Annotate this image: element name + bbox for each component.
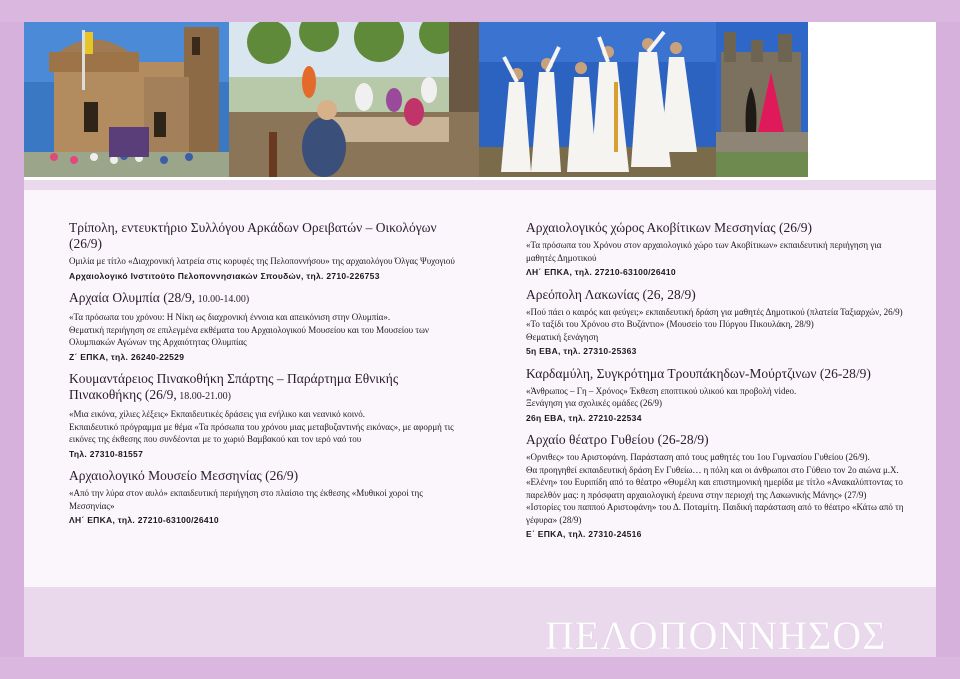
event-description: «Τα πρόσωπα του Χρόνου στον αρχαιολογικό χώρο των Ακοβίτικων» εκπαιδευτική περιήγηση για μαθητές Δημοτικού: [526, 240, 882, 263]
event-contact: 5η ΕΒΑ, τηλ. 27310-25363: [526, 346, 637, 356]
event-description: «Μια εικόνα, χίλιες λέξεις» Εκπαιδευτικές δράσεις για ενήλικο και νεανικό κοινό.: [69, 409, 365, 419]
event-title-main: Κουμαντάρειος Πινακοθήκη Σπάρτης – Παράρτημα Εθνικής Πινακοθήκης (26/9,: [69, 371, 399, 402]
event-description: «Το ταξίδι του Χρόνου στο Βυζάντιο» (Μουσείο του Πύργου Πικουλάκη, 28/9): [526, 319, 814, 329]
event-description: «Ορνιθες» του Αριστοφάνη. Παράσταση από τους μαθητές του 1ου Γυμνασίου Γυθείου (26/9).: [526, 452, 870, 462]
left-border: [0, 22, 24, 657]
event-title: Τρίπολη, εντευκτήριο Συλλόγου Αρκάδων Ορειβατών – Οικολόγων (26/9): [69, 220, 437, 251]
event-title: Καρδαμύλη, Συγκρότημα Τρουπάκηδων-Μούρτζινων (26-28/9): [526, 365, 871, 381]
event-sparta-gallery: [69, 371, 459, 460]
event-contact: Αρχαιολογικό Ινστιτούτο Πελοποννησιακών Σπουδών, τηλ. 2710-226753: [69, 270, 380, 281]
event-contact: Τηλ. 27310-81557: [69, 448, 144, 459]
event-description: «Άνθρωπος – Γη – Χρόνος» Έκθεση εποπτικού υλικού και προβολή video.: [526, 385, 797, 396]
event-title: Αρχαίο θέατρο Γυθείου (26-28/9): [526, 432, 709, 447]
top-stripe: [0, 0, 960, 22]
event-areopoli: [526, 287, 906, 358]
event-description: «Ιστορίες του παππού Αριστοφάνη» του Δ. Ποταμίτη. Παιδική παράσταση από το θέατρο «Κάτω από τη γέφυρα» (28/9): [526, 502, 904, 525]
event-description: «Τα πρόσωπα του χρόνου: Η Νίκη ως διαχρονική έννοια και απεικόνιση στην Ολυμπία».: [69, 312, 391, 322]
event-title: [69, 290, 459, 308]
event-description: «Ελένη» του Ευριπίδη από το θέατρο «Θυμέλη και επιστημονική ημερίδα με τίτλο «Ανακαλύπτοντας το παρελθόν μας: η πρόσφατη αρχαιολογική έρευνα στην περιοχή της Λακωνικής Μάνης» (27/9): [526, 477, 903, 500]
event-description: Εκπαιδευτικό πρόγραμμα με θέμα «Τα πρόσωπα του χρόνου μιας μεταβυζαντινής εικόνας», με αφορμή τις εικόνες της έκθεσης που συνδέονται με το χωριό Βαμβακού και τον ιερό ναό του: [69, 421, 454, 444]
right-column: [526, 220, 906, 549]
event-title: Αρεόπολη Λακωνίας (26, 28/9): [526, 286, 696, 302]
left-column: [69, 220, 459, 535]
right-border: [936, 22, 960, 657]
byzantine-church-photo: [24, 22, 229, 177]
region-title: ΠΕΛΟΠΟΝΝΗΣΟΣ: [545, 613, 887, 658]
event-akovitika: [526, 220, 906, 279]
event-title-main: Αρχαία Ολυμπία (28/9,: [69, 290, 196, 305]
event-tripoli: [69, 220, 459, 282]
photo-strip: [24, 22, 936, 180]
event-gytheio-theatre: [526, 432, 906, 541]
dancers-in-white-photo: [479, 22, 716, 177]
event-title-time: 10.00-14.00): [195, 294, 250, 305]
event-contact: ΛΗ΄ ΕΠΚΑ, τηλ. 27210-63100/26410: [526, 267, 676, 277]
event-description: Ξενάγηση για σχολικές ομάδες (26/9): [526, 398, 663, 408]
event-messinia-museum: [69, 468, 459, 527]
event-description: Θεματική ξενάγηση: [526, 331, 599, 342]
outdoor-workshop-photo: [229, 22, 479, 177]
event-title: [69, 371, 459, 405]
event-kardamyli: [526, 366, 906, 425]
event-title-time: 18.00-21.00): [176, 391, 231, 402]
event-title: Αρχαιολογικός χώρος Ακοβίτικων Μεσσηνίας (26/9): [526, 220, 812, 235]
castle-ruins-photo: [716, 22, 808, 177]
event-olympia: [69, 290, 459, 363]
event-contact: Ζ΄ ΕΠΚΑ, τηλ. 26240-22529: [69, 351, 185, 362]
bottom-stripe: [0, 657, 960, 679]
event-contact: 26η ΕΒΑ, τηλ. 27210-22534: [526, 412, 642, 423]
content-area: [24, 190, 936, 587]
event-contact: ΛΗ΄ ΕΠΚΑ, τηλ. 27210-63100/26410: [69, 515, 219, 525]
event-contact: Ε΄ ΕΠΚΑ, τηλ. 27310-24516: [526, 529, 642, 539]
event-description: Θα προηγηθεί εκπαιδευτική δράση Εν Γυθείω… η πόλη και οι άνθρωποι στο Γύθειο τον 2ο αιώνα μ.Χ.: [526, 464, 899, 475]
event-title: Αρχαιολογικό Μουσείο Μεσσηνίας (26/9): [69, 468, 299, 483]
event-description: «Από την λύρα στον αυλό» εκπαιδευτική περιήγηση στο πλαίσιο της έκθεσης «Μυθικοί χοροί της Μεσσηνίας»: [69, 488, 423, 511]
event-description: Ομιλία με τίτλο «Διαχρονική λατρεία στις κορυφές της Πελοποννήσου» της αρχαιολόγου Όλγας Ψυχογιού: [69, 256, 455, 266]
event-description: «Πού πάει ο καιρός και φεύγει;» εκπαιδευτική δράση για μαθητές Δημοτικού (πλατεία Ταξιαρχών, 26/9): [526, 306, 903, 317]
event-description: Θεματική περιήγηση σε επιλεγμένα εκθέματα του Αρχαιολογικού Μουσείου και του Μουσείου των Ολυμπιακών Αγώνων της Αρχαιότητας Ολυμπίας: [69, 324, 429, 347]
